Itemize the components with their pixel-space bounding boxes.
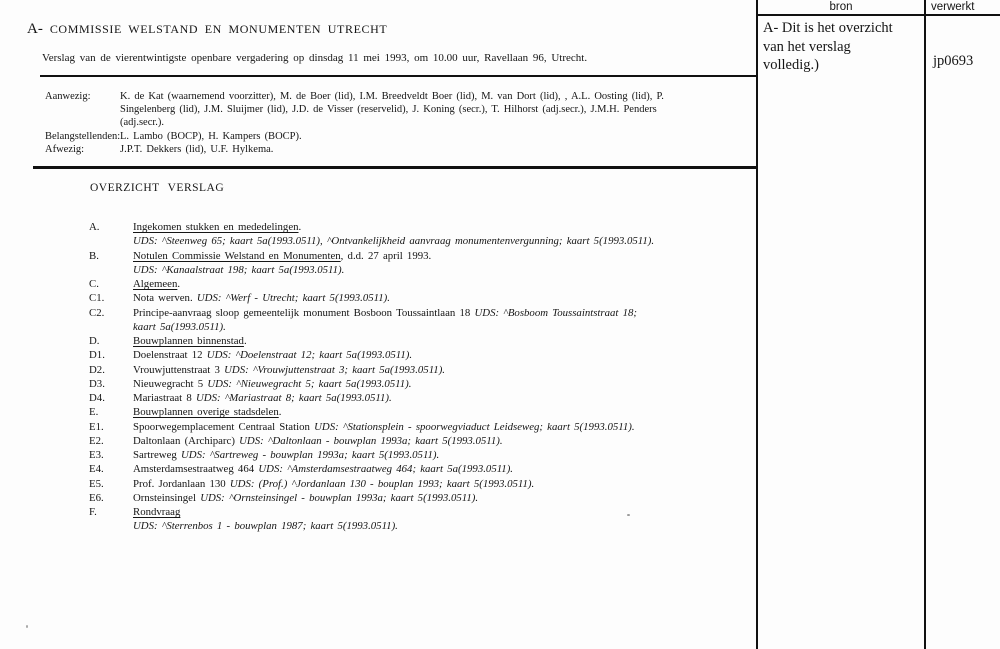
agenda-item-label: D3. [89,377,105,390]
table-border-left [756,0,758,649]
agenda-underlined-title: Algemeen [133,278,178,290]
agenda-item-label: B. [89,249,99,262]
agenda-item-text [133,364,445,376]
agenda-row [0,250,757,264]
agenda-row [0,307,757,321]
agenda-row [0,406,757,420]
attendance-label-afwezig: Afwezig: [45,144,85,155]
agenda-item-text [133,392,392,404]
agenda-plain-text: Doelenstraat 12 [133,349,207,362]
agenda-uds-reference: UDS: ^Daltonlaan - bouwplan 1993a; kaart 5(1993.0511). [239,434,503,447]
agenda-item-text [133,478,534,490]
agenda-uds-reference: UDS: ^Vrouwjuttenstraat 3; kaart 5a(1993.0511). [224,363,445,376]
agenda-item-text [133,264,344,276]
section-divider-rule [33,166,757,169]
agenda-plain-text: Nieuwegracht 5 [133,377,208,390]
agenda-item-label: E5. [89,477,104,490]
verwerkt-code: jp0693 [933,53,974,69]
table-header-rule [756,14,1000,16]
attendance-label-belangstellenden: Belangstellenden: [45,130,121,142]
agenda-row [0,463,757,477]
agenda-plain-text: . [278,406,282,419]
agenda-row [0,378,757,392]
agenda-uds-reference: UDS: ^Stationsplein - spoorwegviaduct Leidseweg; kaart 5(1993.0511). [314,420,635,433]
agenda-plain-text: . [298,221,302,233]
agenda-plain-text: Ornsteinsingel [133,491,201,504]
agenda-item-text [133,321,226,333]
agenda-item-text [133,435,503,447]
agenda-uds-reference: UDS: ^Mariastraat 8; kaart 5a(1993.0511). [195,392,392,404]
agenda-uds-reference: UDS: ^Sterrenbos 1 - bouwplan 1987; kaart 5(1993.0511). [133,520,398,533]
subtitle-underline-rule [40,75,757,77]
agenda-list [0,221,757,535]
agenda-plain-text: Sartreweg [133,449,181,461]
agenda-plain-text: . [243,335,247,347]
agenda-item-text [133,221,301,233]
agenda-underlined-title: Notulen Commissie Welstand en Monumenten [133,249,341,262]
bron-annotation [763,19,933,75]
agenda-plain-text: Amsterdamsestraatweg 464 [133,463,259,476]
agenda-uds-reference: kaart 5a(1993.0511). [133,320,226,333]
agenda-item-label: E1. [89,420,104,433]
agenda-row [0,235,757,249]
agenda-row [0,292,757,306]
agenda-item-text [133,235,654,247]
agenda-row [0,492,757,506]
agenda-item-label: D1. [89,349,105,362]
scan-speck [627,514,630,516]
scan-speck [26,625,28,628]
agenda-underlined-title: Bouwplannen binnenstad [133,335,244,347]
agenda-plain-text: Nota werven. [133,292,197,305]
agenda-plain-text: Principe-aanvraag sloop gemeentelijk monument Bosboon Toussaintlaan 18 [133,306,475,319]
agenda-uds-reference: UDS: ^Nieuwegracht 5; kaart 5a(1993.0511). [207,377,412,390]
agenda-plain-text: Prof. Jordanlaan 130 [133,477,230,490]
agenda-item-text [133,349,412,361]
agenda-row [0,449,757,463]
agenda-row [0,364,757,378]
heading-prefix: A- [27,21,43,37]
agenda-row [0,392,757,406]
agenda-row [0,435,757,449]
agenda-item-label: F. [89,506,97,518]
agenda-item-text [133,378,411,390]
agenda-item-label: E6. [89,491,104,504]
agenda-row [0,264,757,278]
agenda-item-text [133,492,478,504]
agenda-item-label: D4. [89,392,105,404]
agenda-plain-text: Spoorwegemplacement Centraal Station [133,420,315,433]
agenda-row [0,321,757,335]
agenda-item-text [133,421,635,433]
agenda-uds-reference: UDS: ^Steenweg 65; kaart 5a(1993.0511), ^Ontvankelijkheid aanvraag monumentenvergunning; kaart 5(1993.0511). [133,235,655,248]
attendance-label-aanwezig: Aanwezig: [45,91,91,102]
agenda-uds-reference: UDS: ^Sartreweg - bouwplan 1993a; kaart 5(1993.0511). [180,449,440,461]
agenda-item-label: E4. [89,463,104,476]
bron-annotation-line-3: volledig.) [763,57,819,73]
attendance-aanwezig-line-1: K. de Kat (waarnemend voorzitter), M. de Boer (lid), I.M. Breedveldt Boer (lid), M. van Dort (lid), , A.L. Oosting (lid), P. [120,91,664,102]
agenda-row [0,349,757,363]
agenda-uds-reference: UDS: ^Kanaalstraat 198; kaart 5a(1993.0511). [133,263,345,276]
agenda-item-label: C. [89,278,99,290]
agenda-item-label: C2. [89,306,105,319]
agenda-plain-text: Daltonlaan (Archiparc) [133,434,240,447]
agenda-item-text [133,307,637,319]
document-heading [27,20,387,38]
agenda-underlined-title: Bouwplannen overige stadsdelen [133,406,279,419]
agenda-item-text [133,250,431,262]
agenda-item-label: D. [89,335,100,347]
agenda-uds-reference: UDS: ^Amsterdamsestraatweg 464; kaart 5a(1993.0511). [258,463,514,476]
column-header-verwerkt: verwerkt [931,1,975,13]
agenda-item-label: D2. [89,363,105,376]
agenda-row [0,506,757,520]
agenda-plain-text: Vrouwjuttenstraat 3 [133,363,225,376]
agenda-row [0,421,757,435]
agenda-item-text [133,463,513,475]
column-header-bron: bron [829,1,853,13]
agenda-item-label: E. [89,406,99,419]
agenda-uds-reference: UDS: (Prof.) ^Jordanlaan 130 - bouplan 1993; kaart 5(1993.0511). [229,477,535,490]
agenda-item-text [133,449,439,461]
bron-annotation-line-1: A- Dit is het overzicht [763,20,893,36]
agenda-item-label: E2. [89,434,104,447]
agenda-item-label: E3. [89,449,104,461]
agenda-row [0,221,757,235]
agenda-row [0,520,757,534]
agenda-uds-reference: UDS: ^Bosboom Toussaintstraat 18; [474,306,638,319]
attendance-aanwezig-line-2: Singelenberg (lid), J.M. Sluijmer (lid), J.D. de Visser (reservelid), J. Koning (secr.), T. Hilhorst (adj.secr.), J.M.H. Penders [120,104,657,115]
attendance-belangstellenden-value: L. Lambo (BOCP), H. Kampers (BOCP). [120,130,302,142]
meeting-subtitle: Verslag van de vierentwintigste openbare vergadering op dinsdag 11 mei 1993, om 10.00 uur, Ravellaan 96, Utrecht. [42,52,588,64]
agenda-plain-text: Mariastraat 8 [133,392,196,404]
agenda-plain-text: , d.d. 27 april 1993. [340,249,432,262]
heading-title: COMMISSIE WELSTAND EN MONUMENTEN UTRECHT [49,22,388,36]
agenda-item-text [133,292,390,304]
agenda-item-text [133,406,281,418]
agenda-underlined-title: Rondvraag [133,506,181,518]
overview-section-title: OVERZICHT VERSLAG [90,182,225,194]
agenda-row [0,335,757,349]
table-border-middle [924,0,926,649]
agenda-item-text [133,335,247,347]
agenda-item-label: A. [89,221,100,233]
bron-annotation-line-2: van het verslag [763,38,851,55]
attendance-aanwezig-line-3: (adj.secr.). [120,117,165,128]
agenda-row [0,478,757,492]
agenda-underlined-title: Ingekomen stukken en mededelingen [133,221,299,233]
agenda-row [0,278,757,292]
agenda-item-label: C1. [89,292,105,305]
agenda-item-text [133,278,180,290]
agenda-uds-reference: UDS: ^Ornsteinsingel - bouwplan 1993a; kaart 5(1993.0511). [200,491,479,504]
attendance-afwezig-value: J.P.T. Dekkers (lid), U.F. Hylkema. [120,144,274,155]
agenda-uds-reference: UDS: ^Werf - Utrecht; kaart 5(1993.0511). [196,292,390,305]
agenda-item-text [133,506,180,518]
agenda-plain-text: . [177,278,181,290]
agenda-uds-reference: UDS: ^Doelenstraat 12; kaart 5a(1993.0511). [206,349,413,362]
agenda-item-text [133,520,398,532]
